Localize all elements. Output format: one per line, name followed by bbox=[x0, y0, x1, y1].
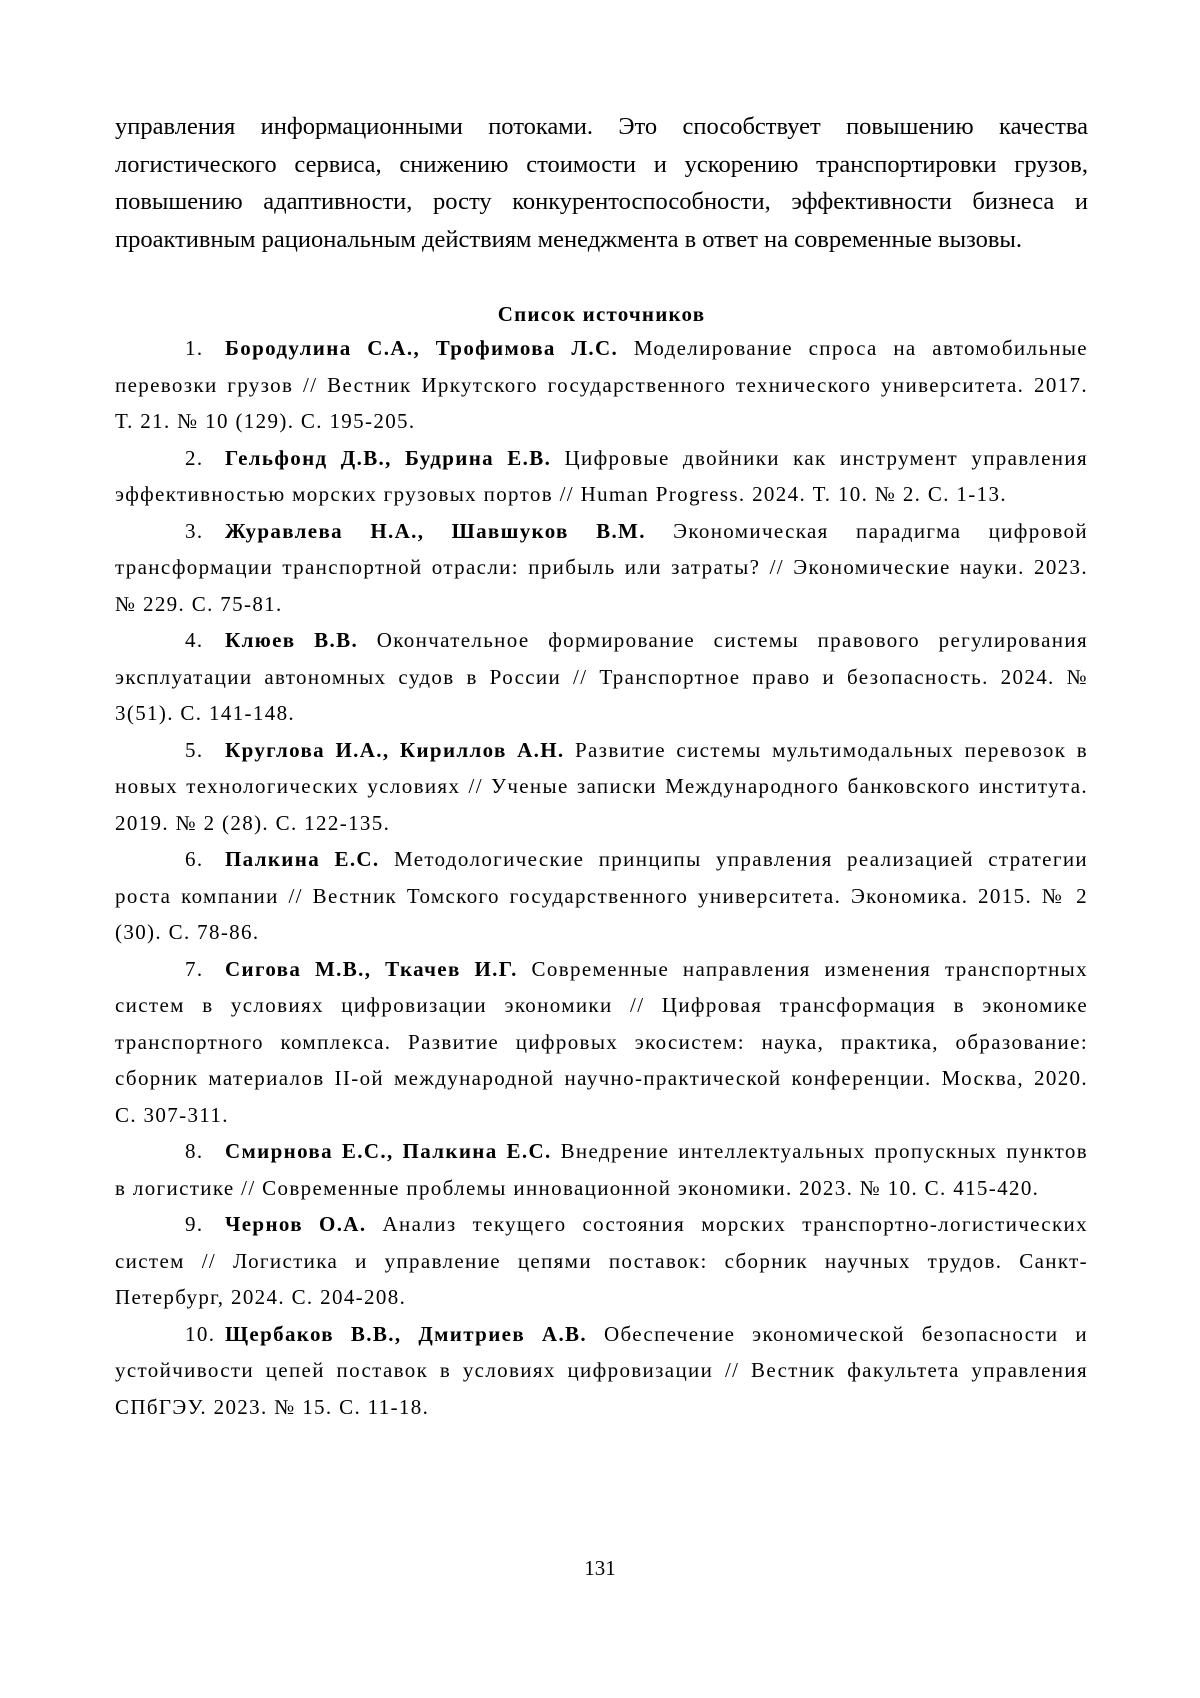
reference-number: 3. bbox=[185, 518, 204, 543]
reference-number: 4. bbox=[185, 628, 204, 652]
references-list bbox=[115, 330, 1088, 1425]
reference-item bbox=[115, 732, 1088, 842]
reference-number: 2. bbox=[185, 445, 204, 470]
reference-item bbox=[115, 1316, 1088, 1426]
reference-text: Цифровые двойники как инструмент управления эффективностью морских грузовых портов // Human Progress. 2024. Т. 10. № 2. С. 1-13. bbox=[115, 445, 1088, 506]
reference-number: 9. bbox=[185, 1212, 204, 1236]
reference-authors: Палкина Е.С. bbox=[225, 847, 380, 871]
reference-authors: Клюев В.В. bbox=[225, 628, 359, 652]
reference-number: 5. bbox=[185, 737, 204, 762]
reference-text: Внедрение интеллектуальных пропускных пунктов в логистике // Современные проблемы инновационной экономики. 2023. № 10. С. 415-420. bbox=[115, 1139, 1089, 1200]
reference-number: 8. bbox=[185, 1139, 204, 1163]
reference-text: Окончательное формирование системы правового регулирования эксплуатации автономных судов в России // Транспортное право и безопасность. 2024. № 3(51). С. 141-148. bbox=[115, 628, 1088, 725]
page-number: 131 bbox=[584, 1556, 616, 1580]
reference-text: Обеспечение экономической безопасности и устойчивости цепей поставок в условиях цифровизации // Вестник факультета управления СПбГЭУ. 2023. № 15. С. 11-18. bbox=[115, 1321, 1088, 1419]
reference-item bbox=[115, 841, 1088, 951]
body-paragraph: управления информационными потоками. Это способствует повышению качества логистического сервиса, снижению стоимости и ускорению транспортировки грузов, повышению адаптивности, росту конкурентоспособности, эффективности бизнеса и проактивным рациональным действиям менеджмента в ответ на современные вызовы. bbox=[115, 113, 1088, 253]
reference-number: 10. bbox=[185, 1321, 216, 1346]
reference-item bbox=[115, 1133, 1088, 1206]
reference-number: 7. bbox=[185, 956, 204, 981]
reference-text: Экономическая парадигма цифровой трансформации транспортной отрасли: прибыль или затраты? // Экономические науки. 2023. № 229. С. 75-81. bbox=[115, 518, 1088, 616]
reference-text: Современные направления изменения транспортных систем в условиях цифровизации экономики // Цифровая трансформация в экономике транспортного комплекса. Развитие цифровых экосистем: наука, практика, образование: сборник материалов II-ой международной научно-практической конференции. Москва, 2020. С. 307-311. bbox=[115, 956, 1088, 1127]
reference-authors: Журавлева Н.А., Шавшуков В.М. bbox=[225, 518, 646, 543]
reference-authors: Чернов О.А. bbox=[225, 1212, 367, 1236]
reference-item bbox=[115, 1206, 1088, 1316]
reference-text: Моделирование спроса на автомобильные перевозки грузов // Вестник Иркутского государственного технического университета. 2017. Т. 21. № 10 (129). С. 195-205. bbox=[115, 336, 1088, 433]
reference-authors: Смирнова Е.С., Палкина Е.С. bbox=[225, 1139, 552, 1163]
reference-item bbox=[115, 330, 1088, 440]
reference-authors: Сигова М.В., Ткачев И.Г. bbox=[225, 956, 518, 981]
reference-authors: Бородулина С.А., Трофимова Л.С. bbox=[225, 336, 619, 360]
reference-text: Анализ текущего состояния морских транспортно-логистических систем // Логистика и управление цепями поставок: сборник научных трудов. Санкт-Петербург, 2024. С. 204-208. bbox=[115, 1212, 1088, 1309]
reference-number: 6. bbox=[185, 847, 204, 871]
document-page bbox=[115, 108, 1088, 1425]
reference-authors: Щербаков В.В., Дмитриев А.В. bbox=[225, 1321, 588, 1346]
reference-item bbox=[115, 951, 1088, 1134]
reference-item bbox=[115, 440, 1088, 513]
reference-text: Методологические принципы управления реализацией стратегии роста компании // Вестник Томского государственного университета. Экономика. 2015. № 2 (30). С. 78-86. bbox=[115, 847, 1088, 944]
reference-item bbox=[115, 513, 1088, 623]
reference-text: Развитие системы мультимодальных перевозок в новых технологических условиях // Ученые записки Международного банковского института. 2019. № 2 (28). С. 122-135. bbox=[115, 737, 1088, 835]
reference-authors: Круглова И.А., Кириллов А.Н. bbox=[225, 737, 565, 762]
reference-authors: Гельфонд Д.В., Будрина Е.В. bbox=[225, 445, 552, 470]
references-heading: Список источников bbox=[497, 302, 706, 326]
reference-number: 1. bbox=[185, 336, 204, 360]
reference-item bbox=[115, 622, 1088, 732]
